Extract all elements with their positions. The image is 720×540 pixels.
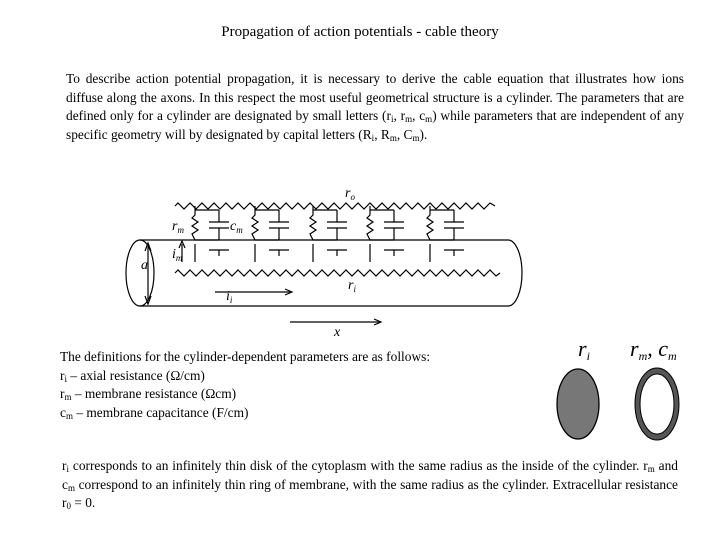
intro-text-1: To describe action potential propagation, it is necessary to derive the cable equation that illustrates how ions diffuse along the axons. In this respect the most useful geometrical structure is a cylinder. The parameters that are defined only for a cylinder are designated by small letters (r [66, 71, 684, 123]
membrane-resistor-4 [367, 206, 373, 240]
cylinder-right-end [508, 240, 522, 306]
intro-sub-m2: m [425, 114, 433, 124]
intro-sub-m: m [405, 114, 413, 124]
definition-item-rm: $r_m$ – membrane resistance (Ωcm) [60, 386, 237, 402]
label-ri: $r_i$ [348, 278, 356, 294]
cytoplasm-disk [557, 369, 599, 439]
membrane-resistor-5 [427, 206, 433, 240]
intro-sub-i: i [390, 114, 394, 124]
membrane-ring-inner [640, 374, 674, 434]
symbol-ri: $r_i$ [578, 336, 590, 363]
definition-item-ri: $r_i$ – axial resistance (Ω/cm) [60, 367, 205, 384]
label-cm: $c_m$ [230, 219, 243, 235]
label-ro: $r_o$ [345, 186, 355, 202]
membrane-resistor-3 [310, 206, 316, 240]
label-im: $i_m$ [172, 247, 183, 263]
definitions-block [60, 348, 530, 422]
intro-sep-3: , R [374, 126, 390, 142]
intro-sub-m4: m [412, 132, 420, 143]
definitions-heading: The definitions for the cylinder-dependent parameters are as follows: [60, 349, 431, 364]
symbol-rm-cm: $r_m$, $c_m$ [630, 336, 677, 363]
label-rm: $r_m$ [172, 219, 184, 235]
definition-item-cm: $c_m$ – membrane capacitance (F/cm) [60, 404, 249, 421]
intro-sep-2: , c [412, 108, 426, 123]
intro-text-3: ). [419, 126, 428, 142]
intro-sep-4: , C [396, 126, 413, 142]
cylinder-left-end [126, 240, 154, 306]
label-x: x [334, 325, 341, 340]
intro-sep-1: , r [393, 108, 406, 123]
intro-text-2: ) while parameters that are independent of any specific geometry will by designated by capital letters (R [66, 108, 685, 142]
label-a: a [141, 258, 148, 273]
intro-sub-m3: m [389, 132, 397, 143]
membrane-resistor-2 [252, 206, 258, 240]
membrane-resistor-1 [192, 206, 198, 240]
page-title: Propagation of action potentials - cable theory [221, 24, 499, 40]
inner-resistance-chain [175, 270, 500, 276]
footer-paragraph: $r_i$ corresponds to an infinitely thin disk of the cytoplasm with the same radius as the inside of the cylinder. $r_m$ and $c_m$ correspond to an infinitely thin ring of membrane, with the same radius as the cylinder. Extracellular resistance $r_0 = 0$. [62, 458, 678, 511]
intro-sub-i2: i [371, 132, 375, 143]
outer-resistance-chain [175, 203, 495, 209]
label-ii: $i_i$ [226, 289, 233, 305]
